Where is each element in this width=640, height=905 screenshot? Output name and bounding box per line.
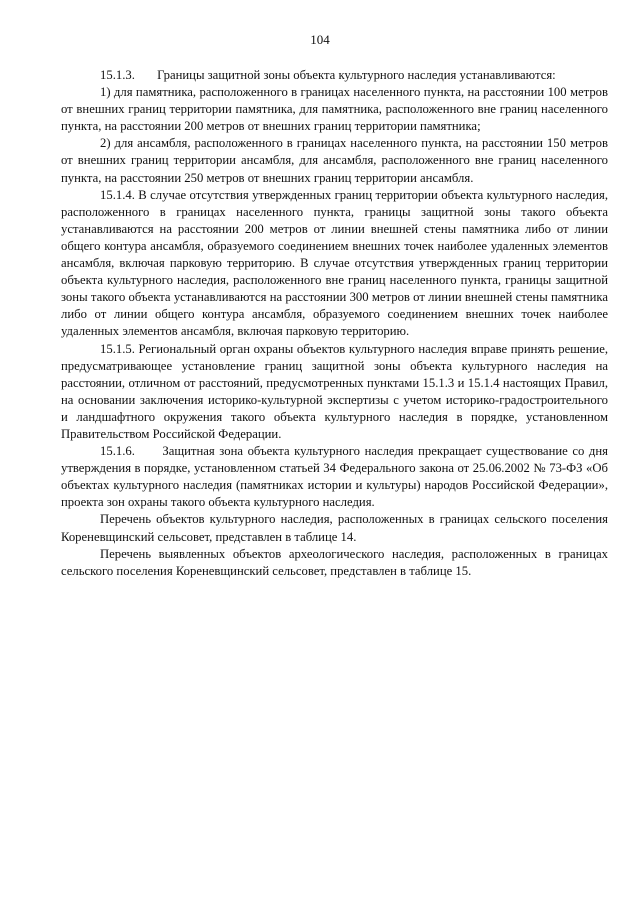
document-body: [61, 67, 608, 580]
paragraph-15-1-6: 15.1.6. Защитная зона объекта культурного наследия прекращает существование со дня утверждения в порядке, установленном статьей 34 Федерального закона от 25.06.2002 № 73-ФЗ «Об объектах культурного наследия (памятниках истории и культуры) народов Российской Федерации», проекта зон охраны такого объекта культурного наследия.: [61, 444, 608, 510]
paragraph-heritage-list-table-14: Перечень объектов культурного наследия, расположенных в границах сельского поселения Кореневщинский сельсовет, представлен в таблице 14.: [61, 512, 608, 544]
paragraph-archaeology-list-table-15: Перечень выявленных объектов археологического наследия, расположенных в границах сельского поселения Кореневщинский сельсовет, представлен в таблице 15.: [61, 546, 608, 578]
paragraph-15-1-4: 15.1.4. В случае отсутствия утвержденных границ территории объекта культурного наследия, расположенного в границах населенного пункта, границы защитной зоны такого объекта устанавливаются на расстоянии 200 метров от линии внешней стены памятника либо от линии общего контура ансамбля, образуемого соединением внешних точек наиболее удаленных элементов ансамбля, включая парковую территорию. В случае отсутствия утвержденных границ территории объекта культурного наследия, расположенного вне границ населенного пункта, границы защитной зоны такого объекта устанавливаются на расстоянии 300 метров от линии внешней стены памятника либо от линии общего контура ансамбля, образуемого соединением внешних точек наиболее удаленных элементов ансамбля, включая парковую территорию.: [61, 187, 608, 339]
paragraph-15-1-5: 15.1.5. Региональный орган охраны объектов культурного наследия вправе принять решение, предусматривающее установление границ защитной зоны объекта культурного наследия на расстоянии, отличном от расстояний, предусмотренных пунктами 15.1.3 и 15.1.4 настоящих Правил, на основании заключения историко-культурной экспертизы с учетом историко-градостроительного и ландшафтного окружения такого объекта культурного наследия в порядке, установленном Правительством Российской Федерации.: [61, 341, 608, 441]
paragraph-item-2-ensemble: 2) для ансамбля, расположенного в границах населенного пункта, на расстоянии 150 метров от внешних границ территории ансамбля, для ансамбля, расположенного вне границ населенного пункта, на расстоянии 250 метров от внешних границ территории ансамбля.: [61, 136, 608, 185]
paragraph-item-1-monument: 1) для памятника, расположенного в границах населенного пункта, на расстоянии 100 метров от внешних границ территории памятника, для памятника, расположенного вне границ населенного пункта, на расстоянии 200 метров от внешних границ территории памятника;: [61, 85, 608, 134]
paragraph-15-1-3: 15.1.3. Границы защитной зоны объекта культурного наследия устанавливаются:: [100, 68, 556, 82]
page-number: 104: [310, 32, 330, 47]
